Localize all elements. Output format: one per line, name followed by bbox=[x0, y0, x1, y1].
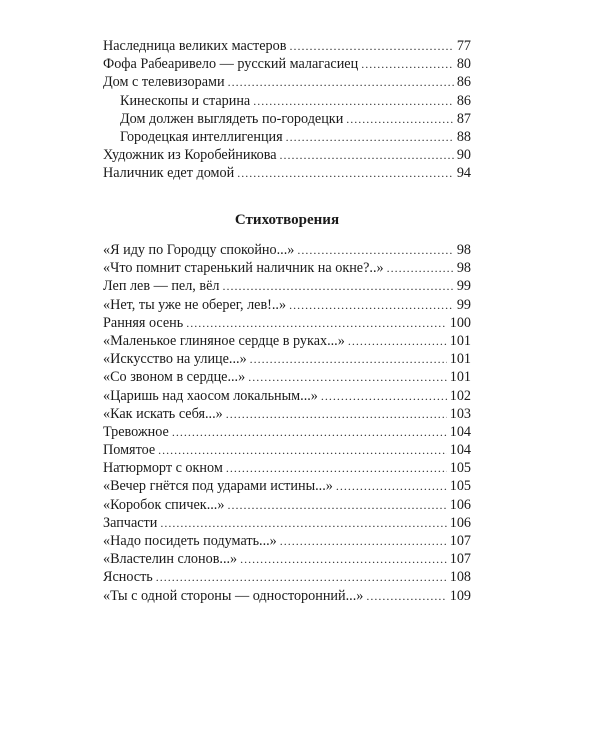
dot-leader bbox=[186, 314, 446, 332]
dot-leader bbox=[387, 259, 454, 277]
toc-entry-page: 86 bbox=[456, 74, 471, 91]
dot-leader bbox=[366, 587, 446, 605]
toc-entry-page: 107 bbox=[449, 533, 471, 549]
toc-entry[interactable] bbox=[103, 55, 471, 73]
toc-entry-page: 98 bbox=[456, 242, 471, 258]
dot-leader bbox=[240, 550, 447, 568]
toc-entry-page: 101 bbox=[449, 369, 471, 386]
toc-entry-page: 86 bbox=[456, 92, 471, 109]
toc-entry-title: Леп лев — пел, вёл bbox=[103, 278, 220, 295]
dot-leader bbox=[286, 128, 454, 146]
dot-leader bbox=[227, 496, 446, 514]
toc-prose-section bbox=[103, 37, 471, 183]
dot-leader bbox=[250, 350, 447, 368]
dot-leader bbox=[172, 423, 447, 441]
toc-entry[interactable] bbox=[103, 568, 471, 586]
toc-entry-title: Запчасти bbox=[103, 514, 158, 531]
dot-leader bbox=[222, 277, 453, 295]
toc-entry-page: 99 bbox=[456, 296, 471, 313]
dot-leader bbox=[280, 146, 454, 164]
dot-leader bbox=[297, 241, 453, 259]
toc-entry-page: 106 bbox=[449, 496, 471, 513]
dot-leader bbox=[160, 514, 446, 532]
toc-entry[interactable] bbox=[103, 459, 471, 477]
toc-entry-title: «Искусство на улице...» bbox=[103, 351, 247, 368]
toc-entry-page: 88 bbox=[456, 128, 471, 145]
toc-entry-title: «Надо посидеть подумать...» bbox=[103, 533, 277, 549]
toc-entry-title: Ранняя осень bbox=[103, 314, 184, 331]
toc-entry-title: «Я иду по Городцу спокойно...» bbox=[103, 242, 295, 258]
toc-entry-page: 104 bbox=[449, 423, 471, 440]
toc-entry-page: 98 bbox=[456, 260, 471, 277]
toc-entry[interactable] bbox=[103, 241, 471, 259]
toc-entry[interactable] bbox=[103, 73, 471, 91]
toc-entry-title: «Вечер гнётся под ударами истины...» bbox=[103, 478, 333, 495]
dot-leader bbox=[280, 532, 447, 550]
toc-entry[interactable] bbox=[103, 550, 471, 568]
dot-leader bbox=[348, 332, 447, 350]
dot-leader bbox=[226, 405, 447, 423]
toc-entry[interactable] bbox=[103, 350, 471, 368]
toc-entry[interactable] bbox=[103, 587, 471, 605]
dot-leader bbox=[253, 92, 454, 110]
toc-entry-title: «Со звоном в сердце...» bbox=[103, 369, 246, 386]
toc-entry-title: «Властелин слонов...» bbox=[103, 551, 238, 568]
dot-leader bbox=[336, 477, 447, 495]
toc-entry-title: «Нет, ты уже не оберег, лев!..» bbox=[103, 296, 287, 313]
toc-entry[interactable] bbox=[103, 164, 471, 182]
toc-entry-title: Тревожное bbox=[103, 423, 169, 440]
toc-entry-page: 80 bbox=[456, 56, 471, 73]
dot-leader bbox=[158, 441, 447, 459]
toc-entry-title: «Как искать себя...» bbox=[103, 405, 223, 422]
toc-entry-page: 101 bbox=[449, 332, 471, 349]
toc-entry[interactable] bbox=[103, 387, 471, 405]
dot-leader bbox=[228, 73, 454, 91]
toc-entry-page: 108 bbox=[449, 569, 471, 586]
toc-entry-page: 109 bbox=[449, 587, 471, 604]
toc-entry-title: Натюрморт с окном bbox=[103, 460, 223, 477]
toc-entry[interactable] bbox=[103, 514, 471, 532]
toc-entry-title: Помятое bbox=[103, 442, 156, 459]
toc-entry-title: «Маленькое глиняное сердце в руках...» bbox=[103, 332, 345, 349]
toc-entry-page: 105 bbox=[449, 478, 471, 495]
toc-poems-section bbox=[103, 241, 471, 605]
toc-entry-title: Дом с телевизорами bbox=[103, 74, 225, 91]
toc-entry-title: «Царишь над хаосом локальным...» bbox=[103, 387, 318, 404]
toc-subentry[interactable] bbox=[103, 128, 471, 146]
dot-leader bbox=[248, 368, 447, 386]
toc-entry-page: 90 bbox=[456, 147, 471, 164]
toc-entry-title: Наследница великих мастеров bbox=[103, 38, 287, 54]
toc-entry[interactable] bbox=[103, 368, 471, 386]
dot-leader bbox=[156, 568, 447, 586]
toc-entry-page: 107 bbox=[449, 551, 471, 568]
toc-entry-page: 101 bbox=[449, 351, 471, 368]
toc-entry[interactable] bbox=[103, 477, 471, 495]
toc-entry-page: 105 bbox=[449, 460, 471, 477]
toc-entry[interactable] bbox=[103, 332, 471, 350]
toc-entry-page: 106 bbox=[449, 514, 471, 531]
toc-entry-title: Художник из Коробейникова bbox=[103, 147, 277, 164]
toc-entry-title: Наличник едет домой bbox=[103, 165, 235, 182]
toc-entry-page: 102 bbox=[449, 387, 471, 404]
toc-entry-page: 104 bbox=[449, 442, 471, 459]
toc-entry[interactable] bbox=[103, 296, 471, 314]
toc-entry[interactable] bbox=[103, 532, 471, 550]
toc-entry[interactable] bbox=[103, 405, 471, 423]
dot-leader bbox=[361, 55, 454, 73]
toc-entry-page: 94 bbox=[456, 165, 471, 182]
dot-leader bbox=[289, 37, 453, 55]
toc-entry-page: 100 bbox=[449, 314, 471, 331]
toc-entry[interactable] bbox=[103, 441, 471, 459]
dot-leader bbox=[226, 459, 447, 477]
toc-entry-page: 103 bbox=[449, 405, 471, 422]
toc-entry-title: Фофа Рабеаривело — русский малагасиец bbox=[103, 56, 359, 73]
dot-leader bbox=[237, 164, 454, 182]
section-heading-poems: Стихотворения bbox=[234, 212, 340, 228]
toc-entry[interactable] bbox=[103, 314, 471, 332]
toc-entry-page: 99 bbox=[456, 278, 471, 295]
toc-entry-title: Дом должен выглядеть по-городецки bbox=[120, 110, 344, 127]
toc-entry-page: 77 bbox=[456, 38, 471, 54]
toc-subentry[interactable] bbox=[103, 92, 471, 110]
toc-entry[interactable] bbox=[103, 146, 471, 164]
toc-entry[interactable] bbox=[103, 423, 471, 441]
toc-entry[interactable] bbox=[103, 496, 471, 514]
dot-leader bbox=[321, 387, 447, 405]
toc-entry-title: Городецкая интеллигенция bbox=[120, 128, 283, 145]
toc-entry-title: «Коробок спичек...» bbox=[103, 496, 225, 513]
toc-entry-title: Ясность bbox=[103, 569, 153, 586]
toc-entry-page: 87 bbox=[456, 110, 471, 127]
toc-entry-title: «Что помнит старенький наличник на окне?..» bbox=[103, 260, 384, 277]
toc-entry[interactable] bbox=[103, 259, 471, 277]
toc-entry-title: Кинескопы и старина bbox=[120, 92, 251, 109]
dot-leader bbox=[289, 296, 454, 314]
toc-subentry[interactable] bbox=[103, 110, 471, 128]
toc-entry[interactable] bbox=[103, 37, 471, 55]
dot-leader bbox=[346, 110, 454, 128]
toc-entry[interactable] bbox=[103, 277, 471, 295]
toc-entry-title: «Ты с одной стороны — односторонний...» bbox=[103, 587, 364, 604]
